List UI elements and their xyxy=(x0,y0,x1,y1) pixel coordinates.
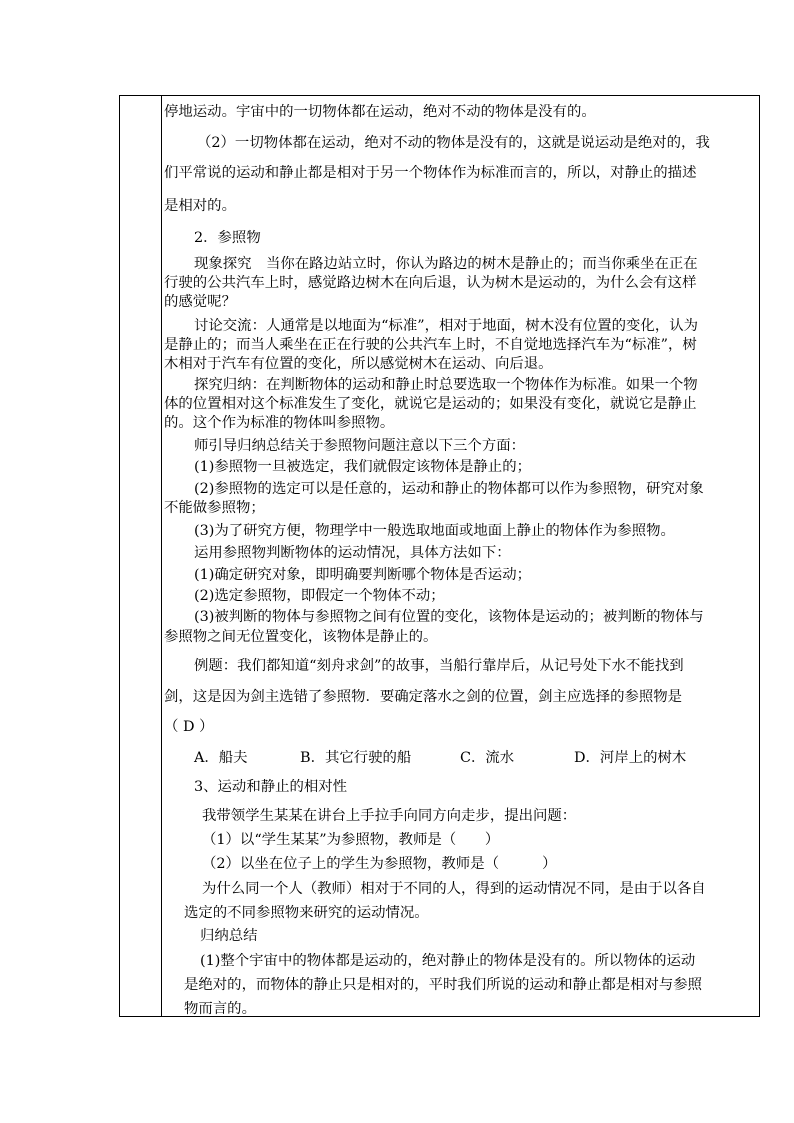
example-answer: （ D ） xyxy=(164,719,214,735)
option-d: D．河岸上的树木 xyxy=(574,750,687,766)
section-heading: 2．参照物 xyxy=(194,230,261,246)
text-line: (3)被判断的物体与参照物之间有位置的变化，该物体是运动的；被判断的物体与 xyxy=(194,609,704,625)
text-line: 是相对的。 xyxy=(164,198,236,214)
section-heading: 3、运动和静止的相对性 xyxy=(194,779,348,795)
text-line: 师引导归纳总结关于参照物问题注意以下三个方面： xyxy=(194,438,525,454)
text-line: 体的位置相对这个标准发生了变化，就说它是运动的；如果没有变化，就说它是静止 xyxy=(164,396,697,412)
text-line: 参照物之间无位置变化，该物体是静止的。 xyxy=(164,629,438,645)
option-a: A．船夫 xyxy=(194,750,248,766)
text-line: 木相对于汽车有位置的变化，所以感觉树木在运动、向后退。 xyxy=(164,356,553,372)
question-2: （2）以坐在位子上的学生为参照物，教师是（ ） xyxy=(202,856,557,872)
text-line: (3)为了研究方便，物理学中一般选取地面或地面上静止的物体作为参照物。 xyxy=(194,523,675,539)
example-text: 例题：我们都知道“刻舟求剑”的故事，当船行靠岸后，从记号处下水不能找到 xyxy=(194,658,684,674)
text-line: 选定的不同参照物来研究的运动情况。 xyxy=(184,905,429,921)
text-line: (1)整个宇宙中的物体都是运动的，绝对静止的物体是没有的。所以物体的运动 xyxy=(200,953,696,969)
section-heading: 归纳总结 xyxy=(200,928,258,944)
text-line: 我带领学生某某在讲台上手拉手向同方向走步，提出问题： xyxy=(202,808,577,824)
text-line: 是静止的；而当人乘坐在正在行驶的公共汽车上时，不自觉地选择汽车为“标准”，树 xyxy=(164,337,697,353)
text-line: 停地运动。宇宙中的一切物体都在运动，绝对不动的物体是没有的。 xyxy=(164,104,596,120)
text-line: 不能做参照物； xyxy=(164,500,265,516)
text-line: 运用参照物判断物体的运动情况，具体方法如下： xyxy=(194,545,511,561)
text-line: 探究归纳：在判断物体的运动和静止时总要选取一个物体作为标准。如果一个物 xyxy=(194,377,698,393)
text-line: 讨论交流：人通常是以地面为“标准”，相对于地面，树木没有位置的变化，认为 xyxy=(194,318,698,334)
text-line: (1)参照物一旦被选定，我们就假定该物体是静止的； xyxy=(194,459,531,475)
text-line: (2)参照物的选定可以是任意的，运动和静止的物体都可以作为参照物，研究对象 xyxy=(194,481,704,497)
option-c: C．流水 xyxy=(460,750,515,766)
text-line: (1)确定研究对象，即明确要判断哪个物体是否运动； xyxy=(194,567,531,583)
text-line: 为什么同一个人（教师）相对于不同的人，得到的运动情况不同，是由于以各自 xyxy=(202,881,706,897)
question-1: （1）以“学生某某”为参照物，教师是（ ） xyxy=(202,832,500,848)
option-b: B．其它行驶的船 xyxy=(300,750,412,766)
text-line: 的。这个作为标准的物体叫参照物。 xyxy=(164,415,395,431)
text-line: 物而言的。 xyxy=(184,1001,256,1017)
text-line: (2)选定参照物，即假定一个物体不动； xyxy=(194,588,445,604)
text-line: 们平常说的运动和静止都是相对于另一个物体作为标准而言的，所以，对静止的描述 xyxy=(164,165,697,181)
example-text: 剑，这是因为剑主选错了参照物．要确定落水之剑的位置，剑主应选择的参照物是 xyxy=(164,689,683,705)
text-line: 行驶的公共汽车上时，感觉路边树木在向后退，认为树木是运动的，为什么会有这样 xyxy=(164,275,697,291)
text-line: （2）一切物体都在运动，绝对不动的物体是没有的，这就是说运动是绝对的，我 xyxy=(197,135,710,151)
column-divider xyxy=(161,95,162,1017)
text-line: 现象探究 当你在路边站立时，你认为路边的树木是静止的；而当你乘坐在正在 xyxy=(194,256,698,272)
text-line: 的感觉呢？ xyxy=(164,294,236,310)
text-line: 是绝对的，而物体的静止只是相对的，平时我们所说的运动和静止都是相对与参照 xyxy=(184,977,703,993)
